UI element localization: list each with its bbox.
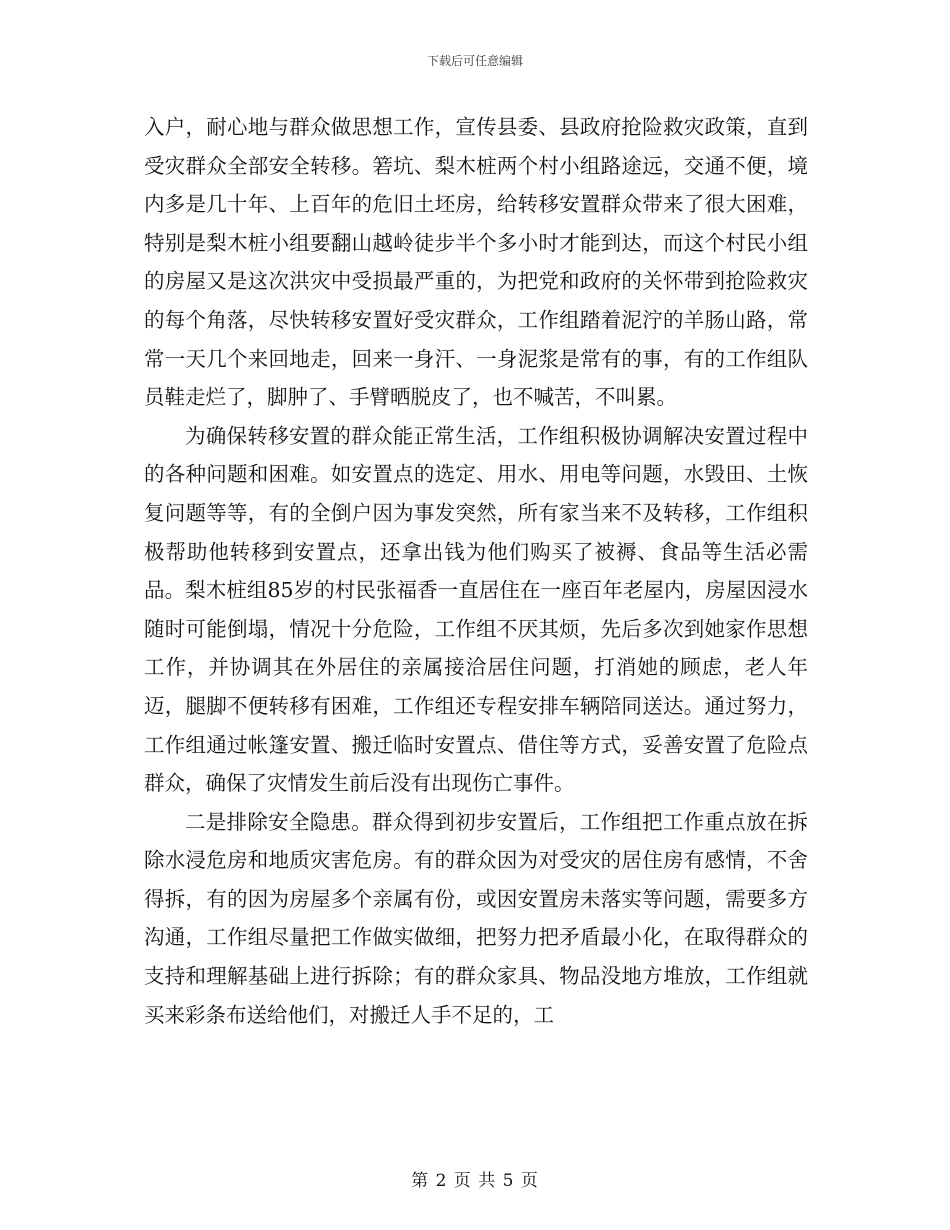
page-header: 下载后可任意编辑 <box>426 54 523 68</box>
page-number-footer: 第 2 页 共 5 页 <box>411 1171 539 1191</box>
paragraph-2: 为确保转移安置的群众能正常生活，工作组积极协调解决安置过程中的各种问题和困难。如安置点的选定、用水、用电等问题，水毁田、土恢复问题等等，有的全倒户因为事发突然，所有家当来不及转移，工作组积极帮助他转移到安置点，还拿出钱为他们购买了被褥、食品等生活必需品。梨木桩组85岁的村民张福香一直居住在一座百年老屋内，房屋因浸水随时可能倒塌，情况十分危险，工作组不厌其烦，先后多次到她家作思想工作，并协调其在外居住的亲属接洽居住问题，打消她的顾虑，老人年迈，腿脚不便转移有困难，工作组还专程安排车辆陪同送达。通过努力，工作组通过帐篷安置、搬迁临时安置点、借住等方式，妥善安置了危险点群众，确保了灾情发生前后没有出现伤亡事件。 <box>144 423 808 796</box>
paragraph-1: 入户，耐心地与群众做思想工作，宣传县委、县政府抢险救灾政策，直到受灾群众全部安全转移。箬坑、梨木桩两个村小组路途远，交通不便，境内多是几十年、上百年的危旧土坯房，给转移安置群众带来了很大困难，特别是梨木桩小组要翻山越岭徒步半个多小时才能到达，而这个村民小组的房屋又是这次洪灾中受损最严重的，为把党和政府的关怀带到抢险救灾的每个角落，尽快转移安置好受灾群众，工作组踏着泥泞的羊肠山路，常常一天几个来回地走，回来一身汗、一身泥浆是常有的事，有的工作组队员鞋走烂了，脚肿了、手臂晒脱皮了，也不喊苦，不叫累。 <box>144 115 808 410</box>
document-body <box>144 108 808 1034</box>
paragraph-3: 二是排除安全隐患。群众得到初步安置后，工作组把工作重点放在拆除水浸危房和地质灾害危房。有的群众因为对受灾的居住房有感情，不舍得拆，有的因为房屋多个亲属有份，或因安置房未落实等问题，需要多方沟通，工作组尽量把工作做实做细，把努力把矛盾最小化，在取得群众的支持和理解基础上进行拆除；有的群众家具、物品没地方堆放，工作组就买来彩条布送给他们，对搬迁人手不足的，工 <box>144 809 808 1027</box>
